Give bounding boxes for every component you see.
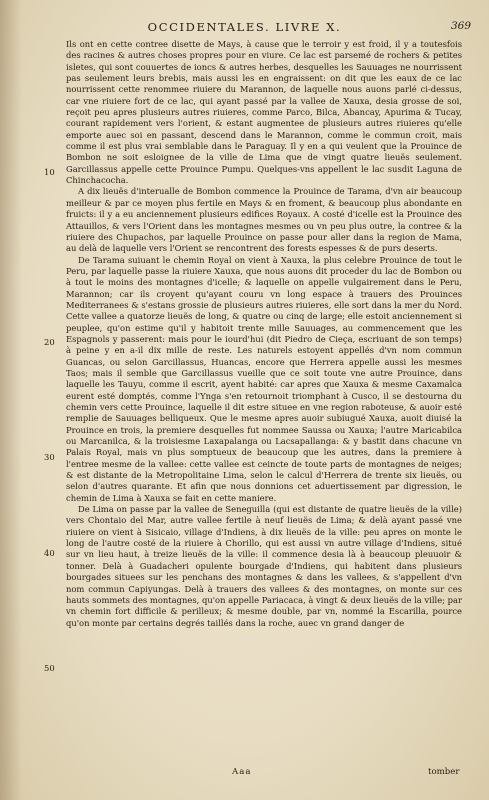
page-number: 369	[450, 20, 471, 32]
margin-line-number: 40	[44, 548, 55, 558]
margin-line-number: 10	[44, 167, 55, 177]
paragraph-1: Ils ont en cette contree disette de Mays, à cause que le terroir y est froid, il y a toutesfois des racines & autres choses propres pour en viure. Ce lac est parsemé de rochers & petites isletes, qui sont couuertes de ioncs & autres herbes, desquelles les Sauuages ne nourrissent pas seulement leurs brebis, mais aussi les en engraissent: on dit que les eaux de ce lac nourrissent cette renommee riuiere du Marannon, de laquelle nous auons parlé ci-dessus, car vne riuiere fort de ce lac, qui ayant passé par la vallee de Xauxa, desia grosse de soi, reçoit peu apres plusieurs autres riuieres, comme Parco, Bilca, Abancay, Apurima & Tucay, courant rapidement vers l'orient, & estant augmentee de plusieurs autres riuieres qu'elle emporte auec soi en passant, descend dans le Marannon, comme le commun croit, mais comme il est plus vrai semblable dans le Paraguay. Il y en a qui veulent que la Prouince de Bombon ne soit esloignee de la ville de Lima que de vingt quatre lieuës seulement. Garcillassus appelle cette Prouince Pumpu. Quelques-vns appellent le lac susdit Laguna de Chinchacocha.	[66, 39, 462, 186]
margin-line-number: 30	[44, 452, 55, 462]
running-title: OCCIDENTALES. LIVRE X.	[147, 20, 342, 34]
page-footer	[0, 767, 489, 781]
page-header	[0, 20, 489, 36]
paragraph-3: De Tarama suiuant le chemin Royal on vient à Xauxa, la plus celebre Prouince de tout le Peru, par laquelle passe la riuiere Xauxa, que nous auons dit proceder du lac de Bombon ou à tout le moins des montagnes d'icelle; & laquelle on appelle vulgairement dans le Peru, Marannon; car ils croyent qu'ayant couru vn long espace à trauers des Prouinces Mediterranees & s'estans grossie de plusieurs autres riuieres, elle sort dans la mer du Nord. Cette vallee a quatorze lieuës de long, & quatre ou cinq de large; elle estoit anciennement si peuplee, qu'on estime qu'il y habitoit trente mille Sauuages, au commencement que les Espagnols y passerent: mais pour le iourd'hui (dit Piedro de Cieça, escriuant de son temps) à peine y en a-il dix mille de reste. Les naturels estoyent appellés d'vn nom commun Guancas, ou selon Garcillassus, Huancas, encore que Herrera appelle aussi les mesmes Taos; mais il semble que Garcillassus vueille que ce soit toute vne autre Prouince, dans laquelle les Tauyu, comme il escrit, ayent habité: car apres que Xauxa & mesme Caxamalca eurent esté domptés, comme l'Ynga s'en retournoit triomphant à Cusco, il se destourna du chemin vers cette Prouince, laquelle il dit estre situee en vne region raboteuse, & auoir esté remplie de Sauuages belliqueux. Que le mesme apres auoir subiugué Xauxa, auoit diuisé la Prouince en trois, la premiere desquelles fut nommee Saussa ou Xauxa; l'autre Maricabilca ou Marcanilca, & la troisiesme Laxapalanga ou Lacsapallanga: & y bastit dans chacune vn Palais Royal, mais vn plus somptueux de beaucoup que les autres, dans la premiere à l'entree mesme de la vallee: cette vallee est ceincte de toute parts de montagnes de neiges; & est distante de la Metropolitaine Lima, selon le calcul d'Herrera de trente six lieuës, ou selon d'autres quarante. Et afin que nous donnions cet aduertissement par digression, le chemin de Lima à Xauxa se fait en cette maniere.	[66, 254, 462, 503]
paragraph-4: De Lima on passe par la vallee de Seneguilla (qui est distante de quatre lieuës de la ville) vers Chontaio del Mar, autre vallee fertile à neuf lieuës de Lima; & delà ayant passé vne riuiere on vient à Sisicaio, village d'Indiens, à dix lieuës de la ville: peu apres on monte le long de l'autre costé de la riuiere à Chorillo, qui est aussi vn autre village d'Indiens, situé sur vn lieu haut, à treize lieuës de la ville: il commence desia là à beaucoup pleuuoir & tonner. Delà à Guadacheri opulente bourgade d'Indiens, qui habitent dans plusieurs bourgades situees sur les penchans des montagnes & dans les vallees, & s'appellent d'vn nom commun Capiyungas. Delà à trauers des vallees & des montagnes, on monte sur ces hauts sommets des montagnes, qu'on appelle Pariacaca, à vingt & deux lieuës de la ville; par vn chemin fort difficile & perilleux; & mesme double, par vn, nommé la Escarilla, pource qu'on monte par certains degrés taillés dans la roche, auec vn grand danger de	[66, 504, 462, 628]
signature-mark: Aaa	[232, 767, 252, 777]
catchword: tomber	[428, 767, 460, 777]
paragraph-2: A dix lieuës d'interualle de Bombon commence la Prouince de Tarama, d'vn air beaucoup meilleur & par ce moyen plus fertile en Mays & en froment, & beaucoup plus abondante en fruicts: il y a eu anciennement plusieurs edifices Royaux. A costé d'icelle est la Prouince des Attauillos, & vers l'Orient dans les montagnes mesmes ou vn peu plus outre, la contree & la riuiere des Chupachos, par laquelle Prouince on passe pour aller dans la region de Mama, au delà de laquelle vers l'Orient se rencontrent des forests espesses & de purs deserts.	[66, 186, 462, 254]
gutter-shadow	[0, 0, 22, 800]
margin-line-number: 20	[44, 337, 55, 347]
margin-line-number: 50	[44, 663, 55, 673]
body-text	[66, 39, 462, 629]
